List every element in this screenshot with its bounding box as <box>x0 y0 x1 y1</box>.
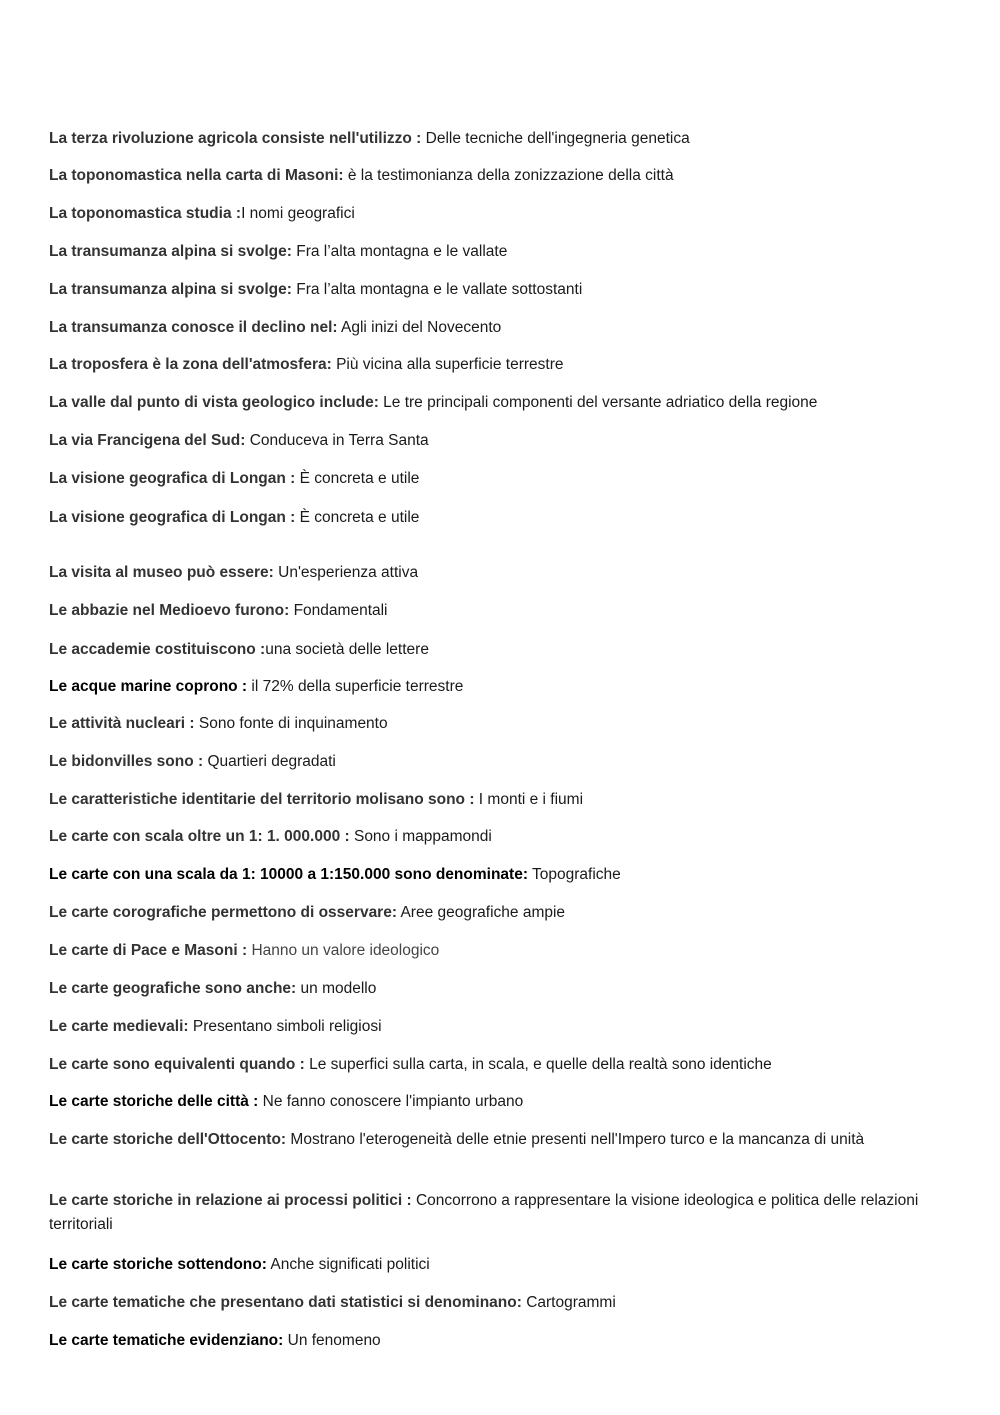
qa-entry <box>49 939 919 963</box>
entry-answer: Cartogrammi <box>521 1294 616 1311</box>
entry-answer: È concreta e utile <box>295 470 420 487</box>
qa-entry <box>49 1128 919 1152</box>
entry-question: Le accademie costituiscono : <box>49 641 266 658</box>
qa-entry <box>49 1053 919 1077</box>
entry-answer: I monti e i fiumi <box>474 791 584 808</box>
entry-answer: Fra l’alta montagna e le vallate sottostanti <box>291 281 583 298</box>
entry-question: Le carte storiche in relazione ai processi politici : <box>49 1192 412 1209</box>
entry-answer: Sono i mappamondi <box>349 828 492 845</box>
qa-entry <box>49 391 919 415</box>
entry-answer: Più vicina alla superficie terrestre <box>331 356 564 373</box>
entry-question: Le carte tematiche che presentano dati statistici si denominano: <box>49 1294 522 1311</box>
entry-question: La terza rivoluzione agricola consiste nell'utilizzo : <box>49 130 422 147</box>
entry-question: La visita al museo può essere: <box>49 564 274 581</box>
qa-entry <box>49 863 919 887</box>
qa-entry <box>49 1189 919 1237</box>
entry-answer: Hanno un valore ideologico <box>247 942 440 959</box>
qa-entry <box>49 712 919 736</box>
entry-question: Le carte di Pace e Masoni : <box>49 942 248 959</box>
entry-answer: un modello <box>296 980 377 997</box>
entry-question: La transumanza alpina si svolge: <box>49 281 292 298</box>
entry-question: La toponomastica nella carta di Masoni: <box>49 167 344 184</box>
entry-answer: Topografiche <box>528 866 621 883</box>
qa-entry <box>49 788 919 812</box>
qa-entry <box>49 164 919 188</box>
qa-entry <box>49 240 919 264</box>
entry-question: Le acque marine coprono : <box>49 678 248 695</box>
qa-entry <box>49 353 919 377</box>
entry-question: Le carte sono equivalenti quando : <box>49 1056 305 1073</box>
entry-question: La toponomastica studia : <box>49 205 242 222</box>
qa-entry <box>49 1253 919 1277</box>
qa-entry <box>49 1090 919 1114</box>
entry-question: Le carte corografiche permettono di osservare: <box>49 904 398 921</box>
qa-entry <box>49 675 919 699</box>
entry-question: La visione geografica di Longan : <box>49 509 296 526</box>
entry-answer: Presentano simboli religiosi <box>188 1018 382 1035</box>
entry-answer: Fra l’alta montagna e le vallate <box>291 243 508 260</box>
qa-entry <box>49 977 919 1001</box>
entry-answer: Sono fonte di inquinamento <box>194 715 388 732</box>
entry-answer: Un fenomeno <box>283 1332 381 1349</box>
entry-answer: Le tre principali componenti del versante adriatico della regione <box>378 394 818 411</box>
entry-answer: una società delle lettere <box>265 641 429 658</box>
qa-entry <box>49 202 919 226</box>
qa-entry <box>49 1015 919 1039</box>
entry-question: Le carte medievali: <box>49 1018 189 1035</box>
entry-answer: il 72% della superficie terrestre <box>247 678 464 695</box>
entry-answer: Conduceva in Terra Santa <box>245 432 429 449</box>
qa-entry <box>49 278 919 302</box>
entry-question: La valle dal punto di vista geologico include: <box>49 394 379 411</box>
qa-entry <box>49 1329 919 1353</box>
entry-answer: Concorrono a rappresentare la visione ideologica e politica delle relazioni territoriali <box>49 1192 919 1233</box>
entry-answer: Le superfici sulla carta, in scala, e quelle della realtà sono identiche <box>304 1056 772 1073</box>
entry-question: La transumanza conosce il declino nel: <box>49 319 338 336</box>
entry-answer: Anche significati politici <box>266 1256 430 1273</box>
entry-question: Le abbazie nel Medioevo furono: <box>49 602 290 619</box>
entry-answer: Quartieri degradati <box>203 753 336 770</box>
entry-question: Le carte tematiche evidenziano: <box>49 1332 284 1349</box>
qa-entry <box>49 127 919 151</box>
entry-answer: Delle tecniche dell'ingegneria genetica <box>421 130 690 147</box>
entry-question: Le carte con scala oltre un 1: 1. 000.000 : <box>49 828 350 845</box>
entry-question: Le bidonvilles sono : <box>49 753 204 770</box>
qa-entry <box>49 825 919 849</box>
entry-question: La via Francigena del Sud: <box>49 432 246 449</box>
qa-entry <box>49 506 919 530</box>
qa-entry <box>49 429 919 453</box>
qa-entry <box>49 901 919 925</box>
qa-entry <box>49 316 919 340</box>
entry-question: Le caratteristiche identitarie del territorio molisano sono : <box>49 791 475 808</box>
entry-question: La troposfera è la zona dell'atmosfera: <box>49 356 332 373</box>
entry-question: Le carte con una scala da 1: 10000 a 1:150.000 sono denominate: <box>49 866 528 883</box>
entry-answer: Agli inizi del Novecento <box>337 319 502 336</box>
entry-answer: I nomi geografici <box>241 205 355 222</box>
entry-answer: Mostrano l'eterogeneità delle etnie presenti nell'Impero turco e la mancanza di unità <box>286 1131 865 1148</box>
entry-question: La visione geografica di Longan : <box>49 470 296 487</box>
entry-answer: è la testimonianza della zonizzazione della città <box>343 167 674 184</box>
qa-entry <box>49 750 919 774</box>
entry-answer: Aree geografiche ampie <box>397 904 566 921</box>
qa-entry <box>49 638 919 662</box>
entry-answer: Ne fanno conoscere l'impianto urbano <box>258 1093 524 1110</box>
entry-question: Le carte storiche dell'Ottocento: <box>49 1131 287 1148</box>
entry-question: Le carte storiche delle città : <box>49 1093 259 1110</box>
qa-entry <box>49 599 919 623</box>
entry-question: Le attività nucleari : <box>49 715 195 732</box>
qa-entry <box>49 467 919 491</box>
entry-answer: È concreta e utile <box>295 509 420 526</box>
entry-question: Le carte geografiche sono anche: <box>49 980 297 997</box>
qa-entry <box>49 561 919 585</box>
entry-question: La transumanza alpina si svolge: <box>49 243 292 260</box>
entry-answer: Un'esperienza attiva <box>273 564 419 581</box>
entry-question: Le carte storiche sottendono: <box>49 1256 267 1273</box>
entry-answer: Fondamentali <box>289 602 388 619</box>
qa-entry <box>49 1291 919 1315</box>
